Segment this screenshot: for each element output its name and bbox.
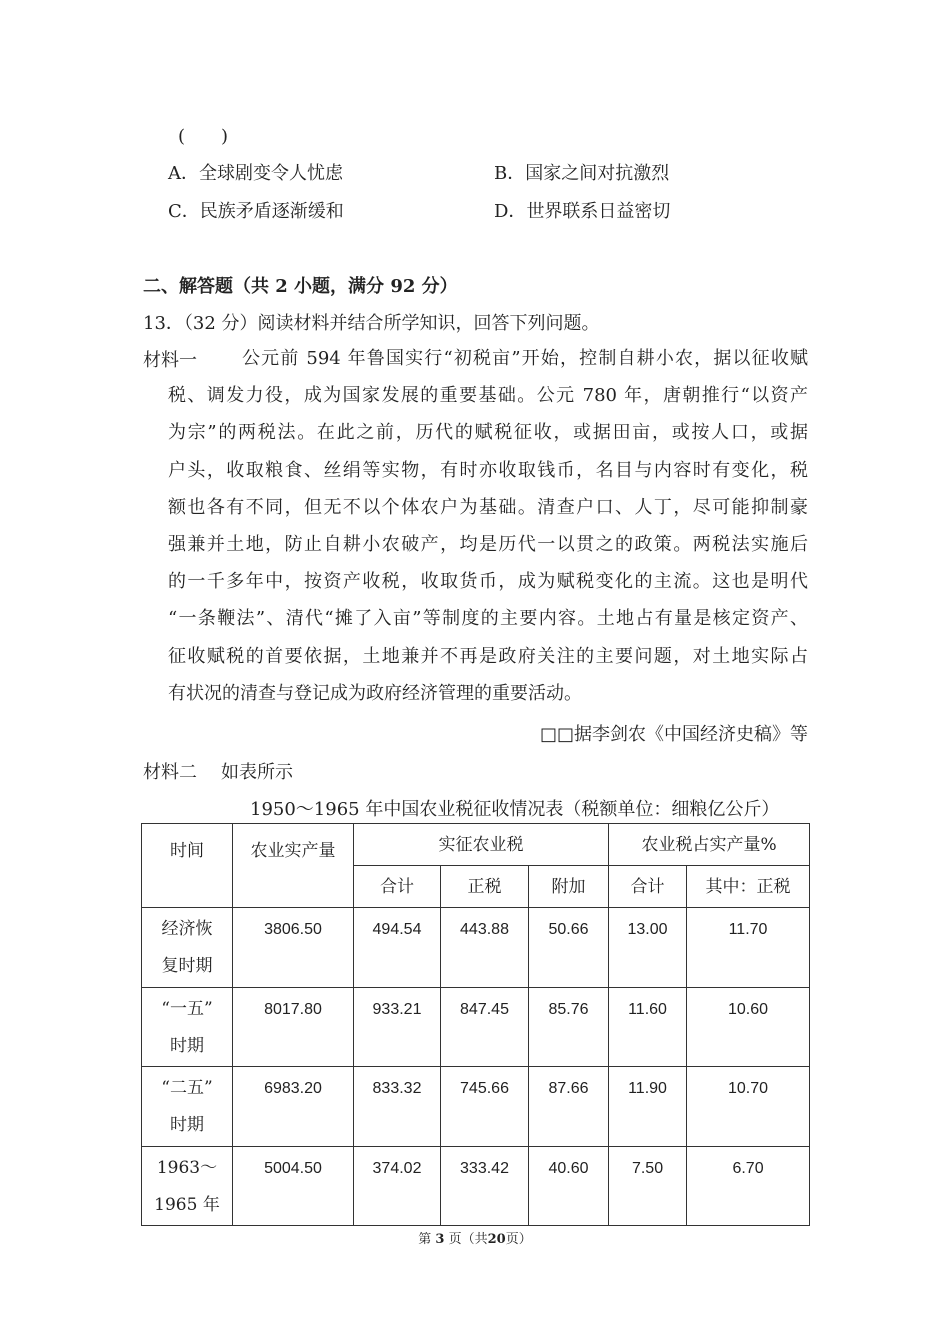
header-tax-extra: 附加 (529, 866, 609, 908)
option-d (494, 197, 670, 223)
option-letter: C． (168, 201, 200, 222)
table-row (142, 1067, 810, 1147)
tax-main-cell: 443.88 (441, 908, 529, 988)
option-letter: D． (494, 201, 527, 222)
material1-line: 税、调发力役，成为国家发展的重要基础。公元 780 年，唐朝推行“以资产 (168, 385, 808, 407)
output-cell: 8017.80 (233, 988, 354, 1067)
ratio-main-cell: 6.70 (687, 1147, 810, 1226)
header-ratio-total: 合计 (609, 866, 687, 908)
material1-line: 户头，收取粮食、丝绢等实物，有时亦收取钱币，名目与内容时有变化，税 (168, 459, 808, 481)
header-tax-group: 实征农业税 (354, 824, 609, 866)
tax-main-cell: 745.66 (441, 1067, 529, 1147)
tax-total-cell: 933.21 (354, 988, 441, 1067)
material1-line: “一条鞭法”、清代“摊了入亩”等制度的主要内容。土地占有量是核定资产、 (168, 608, 808, 630)
question-stem: 13．（32 分）阅读材料并结合所学知识，回答下列问题。 (143, 313, 600, 334)
header-tax-main: 正税 (441, 866, 529, 908)
output-cell: 5004.50 (233, 1147, 354, 1226)
ratio-total-cell: 7.50 (609, 1147, 687, 1226)
material2-text: 如表所示 (221, 762, 293, 783)
output-cell: 3806.50 (233, 908, 354, 988)
tax-total-cell: 833.32 (354, 1067, 441, 1147)
material1-line: 有状况的清查与登记成为政府经济管理的重要活动。 (168, 682, 582, 704)
option-b (494, 159, 669, 185)
answer-blank: ( ) (178, 126, 229, 147)
ratio-main-cell: 10.70 (687, 1067, 810, 1147)
material1-line: 强兼并土地，防止自耕小农破产，均是历代一以贯之的政策。两税法实施后 (168, 534, 808, 556)
tax-total-cell: 374.02 (354, 1147, 441, 1226)
option-text: 民族矛盾逐渐缓和 (199, 201, 344, 222)
header-time: 时间 (142, 824, 233, 908)
table-caption: 1950～1965 年中国农业税征收情况表（税额单位：细粮亿公斤） (250, 799, 780, 820)
option-c (168, 197, 344, 223)
material1-source: □□据李剑农《中国经济史稿》等 (539, 724, 808, 745)
table-row (142, 908, 810, 988)
material1-line: 额也各有不同，但无不以个体农户为基础。清查户口、人丁，尽可能抑制豪 (168, 496, 808, 518)
option-a (168, 159, 343, 185)
period-cell: 经济恢 复时期 (142, 908, 233, 988)
tax-main-cell: 847.45 (441, 988, 529, 1067)
tax-table (141, 823, 810, 1226)
table-row (142, 988, 810, 1067)
period-cell: 1963～ 1965 年 (142, 1147, 233, 1226)
output-cell: 6983.20 (233, 1067, 354, 1147)
material1-line: 的一千多年中，按资产收税，收取货币，成为赋税变化的主流。这也是明代 (168, 571, 808, 593)
ratio-main-cell: 11.70 (687, 908, 810, 988)
option-text: 世界联系日益密切 (526, 201, 671, 222)
tax-extra-cell: 50.66 (529, 908, 609, 988)
header-tax-total: 合计 (354, 866, 441, 908)
material1-line: 为宗”的两税法。在此之前，历代的赋税征收，或据田亩，或按人口，或据 (168, 422, 808, 444)
tax-main-cell: 333.42 (441, 1147, 529, 1226)
section-heading: 二、解答题（共 2 小题，满分 92 分） (143, 276, 458, 297)
tax-total-cell: 494.54 (354, 908, 441, 988)
option-letter: A． (168, 163, 199, 184)
page-footer (0, 1228, 950, 1247)
ratio-total-cell: 11.60 (609, 988, 687, 1067)
header-ratio-group: 农业税占实产量% (609, 824, 810, 866)
period-cell: “二五” 时期 (142, 1067, 233, 1147)
page-number: 3 (435, 1232, 445, 1247)
material1-line: 征收赋税的首要依据，土地兼并不再是政府关注的主要问题，对土地实际占 (168, 645, 808, 667)
material2-label: 材料二 (143, 762, 197, 783)
period-cell: “一五” 时期 (142, 988, 233, 1067)
table-row (142, 1147, 810, 1226)
material1-body (168, 340, 808, 712)
footer-middle: 页（共 (448, 1232, 488, 1247)
header-ratio-main: 其中：正税 (687, 866, 810, 908)
material1-label: 材料一 (143, 350, 197, 371)
tax-extra-cell: 40.60 (529, 1147, 609, 1226)
ratio-total-cell: 13.00 (609, 908, 687, 988)
footer-suffix: 页） (505, 1232, 532, 1247)
footer-prefix: 第 (418, 1232, 432, 1247)
option-letter: B． (494, 163, 526, 184)
table-header-row (142, 824, 810, 866)
tax-extra-cell: 87.66 (529, 1067, 609, 1147)
header-output: 农业实产量 (233, 824, 354, 908)
ratio-total-cell: 11.90 (609, 1067, 687, 1147)
material1-line: 公元前 594 年鲁国实行“初税亩”开始，控制自耕小农，据以征收赋 (242, 348, 808, 369)
option-text: 全球剧变令人忧虑 (199, 163, 343, 184)
tax-extra-cell: 85.76 (529, 988, 609, 1067)
option-text: 国家之间对抗激烈 (525, 163, 670, 184)
page-total: 20 (487, 1232, 506, 1247)
ratio-main-cell: 10.60 (687, 988, 810, 1067)
